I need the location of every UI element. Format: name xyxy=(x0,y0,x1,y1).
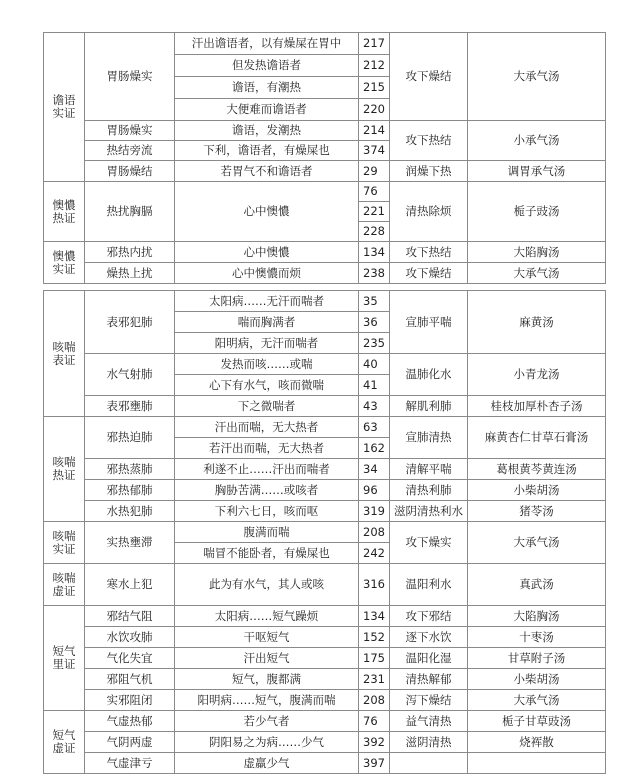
clause-number-cell: 208 xyxy=(359,522,390,543)
clause-number-cell: 63 xyxy=(359,417,390,438)
category-cell: 咳喘 虚证 xyxy=(44,564,85,606)
table-row xyxy=(44,263,606,284)
pathogenesis-cell: 邪热郁肺 xyxy=(85,480,175,501)
pathogenesis-cell: 实热壅滞 xyxy=(85,522,175,564)
category-cell: 短气 里证 xyxy=(44,606,85,711)
formula-cell: 甘草附子汤 xyxy=(468,648,606,669)
symptom-cell: 若胃气不和谵语者 xyxy=(175,161,359,182)
formula-cell xyxy=(468,753,606,774)
formula-cell: 大承气汤 xyxy=(468,33,606,121)
symptom-cell: 若少气者 xyxy=(175,711,359,732)
category-cell: 咳喘 表证 xyxy=(44,291,85,417)
clause-number-cell: 162 xyxy=(359,438,390,459)
formula-cell: 栀子豉汤 xyxy=(468,182,606,242)
clause-number-cell: 76 xyxy=(359,182,390,202)
treatment-cell: 益气清热 xyxy=(390,711,468,732)
symptom-cell: 汗出而喘，无大热者 xyxy=(175,417,359,438)
clause-number-cell: 217 xyxy=(359,33,390,55)
clause-number-cell: 319 xyxy=(359,501,390,522)
pathogenesis-cell: 表邪犯肺 xyxy=(85,291,175,354)
table-row xyxy=(44,690,606,711)
clause-number-cell: 220 xyxy=(359,99,390,121)
pathogenesis-cell: 胃肠燥实 xyxy=(85,33,175,121)
formula-cell: 大陷胸汤 xyxy=(468,606,606,627)
clause-number-cell: 134 xyxy=(359,606,390,627)
treatment-cell: 清热利肺 xyxy=(390,480,468,501)
treatment-cell: 解肌利肺 xyxy=(390,396,468,417)
table-row xyxy=(44,480,606,501)
symptom-cell: 此为有水气，其人或咳 xyxy=(175,564,359,606)
table-row xyxy=(44,417,606,438)
treatment-cell: 温阳利水 xyxy=(390,564,468,606)
symptom-cell: 发热而咳……或喘 xyxy=(175,354,359,375)
clause-number-cell: 36 xyxy=(359,312,390,333)
formula-cell: 大承气汤 xyxy=(468,263,606,284)
table-row xyxy=(44,121,606,141)
symptom-cell: 胸胁苦满……或咳者 xyxy=(175,480,359,501)
formula-cell: 葛根黄芩黄连汤 xyxy=(468,459,606,480)
symptom-cell: 汗出短气 xyxy=(175,648,359,669)
clause-number-cell: 231 xyxy=(359,669,390,690)
treatment-cell: 润燥下热 xyxy=(390,161,468,182)
formula-cell: 调胃承气汤 xyxy=(468,161,606,182)
clause-number-cell: 235 xyxy=(359,333,390,354)
category-cell: 咳喘 实证 xyxy=(44,522,85,564)
table-row xyxy=(44,648,606,669)
clause-number-cell: 397 xyxy=(359,753,390,774)
formula-cell: 十枣汤 xyxy=(468,627,606,648)
treatment-cell: 滋阴清热利水 xyxy=(390,501,468,522)
table-row xyxy=(44,627,606,648)
treatment-cell: 攻下燥结 xyxy=(390,263,468,284)
clause-number-cell: 215 xyxy=(359,77,390,99)
symptom-cell: 喘冒不能卧者，有燥屎也 xyxy=(175,543,359,564)
pathogenesis-cell: 热扰胸膈 xyxy=(85,182,175,242)
symptom-cell: 谵语，有潮热 xyxy=(175,77,359,99)
formula-cell: 桂枝加厚朴杏子汤 xyxy=(468,396,606,417)
clause-number-cell: 374 xyxy=(359,141,390,161)
category-cell: 咳喘 热证 xyxy=(44,417,85,522)
treatment-cell: 温阳化湿 xyxy=(390,648,468,669)
table-row xyxy=(44,501,606,522)
treatment-cell: 攻下热结 xyxy=(390,242,468,263)
treatment-cell: 清解平喘 xyxy=(390,459,468,480)
category-cell: 懊憹 热证 xyxy=(44,182,85,242)
clause-number-cell: 242 xyxy=(359,543,390,564)
symptom-cell: 太阳病……无汗而喘者 xyxy=(175,291,359,312)
symptom-cell: 但发热谵语者 xyxy=(175,55,359,77)
category-cell: 谵语 实证 xyxy=(44,33,85,182)
symptom-cell: 若汗出而喘，无大热者 xyxy=(175,438,359,459)
pathogenesis-cell: 气化失宜 xyxy=(85,648,175,669)
pathogenesis-cell: 邪热迫肺 xyxy=(85,417,175,459)
formula-cell: 小柴胡汤 xyxy=(468,480,606,501)
table-row xyxy=(44,564,606,606)
formula-cell: 麻黄汤 xyxy=(468,291,606,354)
formula-cell: 小青龙汤 xyxy=(468,354,606,396)
symptom-cell: 利遂不止……汗出而喘者 xyxy=(175,459,359,480)
pathogenesis-cell: 实邪阻闭 xyxy=(85,690,175,711)
symptom-cell: 腹满而喘 xyxy=(175,522,359,543)
treatment-cell: 攻下燥结 xyxy=(390,33,468,121)
table-row xyxy=(44,354,606,375)
pathogenesis-cell: 燥热上扰 xyxy=(85,263,175,284)
formula-cell: 猪苓汤 xyxy=(468,501,606,522)
clause-number-cell: 29 xyxy=(359,161,390,182)
symptom-cell: 虚羸少气 xyxy=(175,753,359,774)
symptom-cell: 心中懊憹 xyxy=(175,242,359,263)
treatment-cell: 攻下燥实 xyxy=(390,522,468,564)
pathogenesis-cell: 水气射肺 xyxy=(85,354,175,396)
treatment-cell: 泻下燥结 xyxy=(390,690,468,711)
clause-number-cell: 208 xyxy=(359,690,390,711)
pathogenesis-cell: 邪热内扰 xyxy=(85,242,175,263)
pathogenesis-cell: 邪结气阻 xyxy=(85,606,175,627)
pathogenesis-cell: 气虚津亏 xyxy=(85,753,175,774)
pathogenesis-cell: 气虚热郁 xyxy=(85,711,175,732)
pathogenesis-cell: 水热犯肺 xyxy=(85,501,175,522)
pathogenesis-cell: 寒水上犯 xyxy=(85,564,175,606)
symptom-cell: 大便难而谵语者 xyxy=(175,99,359,121)
formula-cell: 麻黄杏仁甘草石膏汤 xyxy=(468,417,606,459)
symptom-cell: 喘而胸满者 xyxy=(175,312,359,333)
clause-number-cell: 76 xyxy=(359,711,390,732)
symptom-cell: 下利六七日，咳而呕 xyxy=(175,501,359,522)
pathogenesis-cell: 水饮攻肺 xyxy=(85,627,175,648)
clause-number-cell: 43 xyxy=(359,396,390,417)
table-1 xyxy=(43,32,606,284)
formula-cell: 大承气汤 xyxy=(468,690,606,711)
category-cell: 懊憹 实证 xyxy=(44,242,85,284)
symptom-cell: 干呕短气 xyxy=(175,627,359,648)
pathogenesis-cell: 邪热蒸肺 xyxy=(85,459,175,480)
symptom-cell: 下利，谵语者，有燥屎也 xyxy=(175,141,359,161)
clause-number-cell: 134 xyxy=(359,242,390,263)
clause-number-cell: 228 xyxy=(359,222,390,242)
formula-cell: 小柴胡汤 xyxy=(468,669,606,690)
table-row xyxy=(44,182,606,202)
formula-cell: 大陷胸汤 xyxy=(468,242,606,263)
clause-number-cell: 214 xyxy=(359,121,390,141)
treatment-cell: 宣肺清热 xyxy=(390,417,468,459)
pathogenesis-cell: 表邪壅肺 xyxy=(85,396,175,417)
table-row xyxy=(44,459,606,480)
symptom-cell: 阴阳易之为病……少气 xyxy=(175,732,359,753)
treatment-cell xyxy=(390,753,468,774)
formula-cell: 栀子甘草豉汤 xyxy=(468,711,606,732)
clause-number-cell: 392 xyxy=(359,732,390,753)
symptom-cell: 阳明病……短气，腹满而喘 xyxy=(175,690,359,711)
treatment-cell: 逐下水饮 xyxy=(390,627,468,648)
pathogenesis-cell: 胃肠燥实 xyxy=(85,121,175,141)
pathogenesis-cell: 热结旁流 xyxy=(85,141,175,161)
table-2 xyxy=(43,290,606,774)
treatment-cell: 宣肺平喘 xyxy=(390,291,468,354)
clause-number-cell: 35 xyxy=(359,291,390,312)
pathogenesis-cell: 胃肠燥结 xyxy=(85,161,175,182)
treatment-cell: 滋阴清热 xyxy=(390,732,468,753)
treatment-cell: 清热解郁 xyxy=(390,669,468,690)
table-row xyxy=(44,396,606,417)
clause-number-cell: 212 xyxy=(359,55,390,77)
table-row xyxy=(44,242,606,263)
formula-cell: 小承气汤 xyxy=(468,121,606,161)
symptom-cell: 心下有水气，咳而微喘 xyxy=(175,375,359,396)
table-row xyxy=(44,33,606,55)
pathogenesis-cell: 邪阻气机 xyxy=(85,669,175,690)
table-row xyxy=(44,753,606,774)
clause-number-cell: 175 xyxy=(359,648,390,669)
symptom-cell: 下之微喘者 xyxy=(175,396,359,417)
formula-cell: 大承气汤 xyxy=(468,522,606,564)
symptom-cell: 心中懊憹而烦 xyxy=(175,263,359,284)
category-cell: 短气 虚证 xyxy=(44,711,85,774)
symptom-cell: 太阳病……短气躁烦 xyxy=(175,606,359,627)
pathogenesis-cell: 气阴两虚 xyxy=(85,732,175,753)
symptom-cell: 心中懊憹 xyxy=(175,182,359,242)
symptom-cell: 短气，腹都满 xyxy=(175,669,359,690)
table-row xyxy=(44,669,606,690)
clause-number-cell: 41 xyxy=(359,375,390,396)
treatment-cell: 攻下邪结 xyxy=(390,606,468,627)
treatment-cell: 清热除烦 xyxy=(390,182,468,242)
table-row xyxy=(44,711,606,732)
table-row xyxy=(44,522,606,543)
clause-number-cell: 40 xyxy=(359,354,390,375)
table-row xyxy=(44,732,606,753)
treatment-cell: 攻下热结 xyxy=(390,121,468,161)
clause-number-cell: 96 xyxy=(359,480,390,501)
table-row xyxy=(44,606,606,627)
clause-number-cell: 238 xyxy=(359,263,390,284)
formula-cell: 烧裈散 xyxy=(468,732,606,753)
clause-number-cell: 152 xyxy=(359,627,390,648)
symptom-cell: 谵语，发潮热 xyxy=(175,121,359,141)
clause-number-cell: 34 xyxy=(359,459,390,480)
formula-cell: 真武汤 xyxy=(468,564,606,606)
symptom-cell: 汗出谵语者，以有燥屎在胃中 xyxy=(175,33,359,55)
clause-number-cell: 316 xyxy=(359,564,390,606)
symptom-cell: 阳明病，无汗而喘者 xyxy=(175,333,359,354)
treatment-cell: 温肺化水 xyxy=(390,354,468,396)
table-row xyxy=(44,291,606,312)
table-row xyxy=(44,161,606,182)
clause-number-cell: 221 xyxy=(359,202,390,222)
